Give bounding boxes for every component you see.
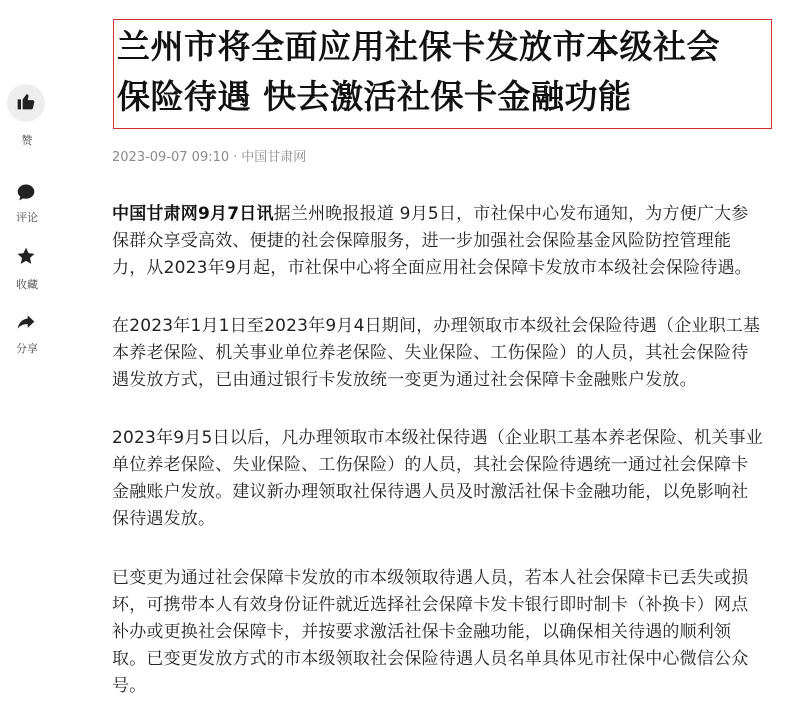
paragraph-1	[112, 201, 752, 282]
comment-icon	[16, 182, 36, 206]
favorite-label: 收藏	[16, 278, 38, 291]
p4-line-5: 号。	[112, 676, 147, 696]
like-label: 赞	[21, 134, 33, 147]
paragraph-2	[112, 313, 760, 394]
p3-line-1: 2023年9月5日以后，凡办理领取市本级社保待遇（企业职工基本养老保险、机关事业	[112, 428, 763, 448]
share-label: 分享	[16, 342, 38, 355]
comment-button[interactable]	[14, 182, 38, 206]
meta-separator: ·	[233, 150, 238, 165]
article-source[interactable]: 中国甘肃网	[241, 150, 307, 165]
publish-datetime: 2023-09-07 09:10	[112, 150, 230, 165]
p4-line-4: 取。已变更发放方式的市本级领取社会保险待遇人员名单具体见市社保中心微信公众	[112, 649, 749, 669]
share-button[interactable]	[14, 312, 38, 336]
p2-line-3: 遇发放方式，已由通过银行卡发放统一变更为通过社会保障卡金融账户发放。	[112, 370, 697, 390]
share-arrow-icon	[16, 312, 36, 336]
title-line-2: 保险待遇 快去激活社保卡金融功能	[117, 77, 632, 116]
article-title	[117, 22, 777, 122]
p3-line-3: 金融账户发放。建议新办理领取社保待遇人员及时激活社保卡金融功能，以免影响社	[112, 482, 749, 502]
p3-line-4: 保待遇发放。	[112, 509, 216, 529]
action-sidebar	[0, 0, 54, 720]
article-meta	[112, 146, 310, 165]
p4-line-2: 坏，可携带本人有效身份证件就近选择社会保障卡发卡银行即时制卡（补换卡）网点	[112, 595, 749, 615]
p2-line-1: 在2023年1月1日至2023年9月4日期间，办理领取市本级社会保险待遇（企业职工基	[112, 316, 761, 336]
dateline: 中国甘肃网9月7日讯	[112, 204, 274, 224]
p3-line-2: 单位养老保险、失业保险、工伤保险）的人员，其社会保险待遇统一通过社会保障卡	[112, 455, 749, 475]
p1-line-3: 力，从2023年9月起，市社保中心将全面应用社会保障卡发放市本级社会保险待遇。	[112, 258, 752, 278]
favorite-button[interactable]	[14, 246, 38, 270]
thumbs-up-icon	[16, 91, 36, 115]
title-line-1: 兰州市将全面应用社保卡发放市本级社会	[117, 27, 720, 66]
p1-line-1: 据兰州晚报报道 9月5日，市社保中心发布通知，为方便广大参	[273, 204, 749, 224]
paragraph-4	[112, 565, 748, 700]
like-button[interactable]	[7, 84, 45, 122]
star-icon	[16, 246, 36, 270]
paragraph-3	[112, 425, 763, 533]
p2-line-2: 本养老保险、机关事业单位养老保险、失业保险、工伤保险）的人员，其社会保险待	[112, 343, 749, 363]
p1-line-2: 保群众享受高效、便捷的社会保障服务，进一步加强社会保险基金风险防控管理能	[112, 231, 732, 251]
comment-label: 评论	[16, 211, 38, 224]
p4-line-3: 补办或更换社会保障卡，并按要求激活社保卡金融功能，以确保相关待遇的顺利领	[112, 622, 732, 642]
p4-line-1: 已变更为通过社会保障卡发放的市本级领取待遇人员，若本人社会保障卡已丢失或损	[112, 568, 749, 588]
